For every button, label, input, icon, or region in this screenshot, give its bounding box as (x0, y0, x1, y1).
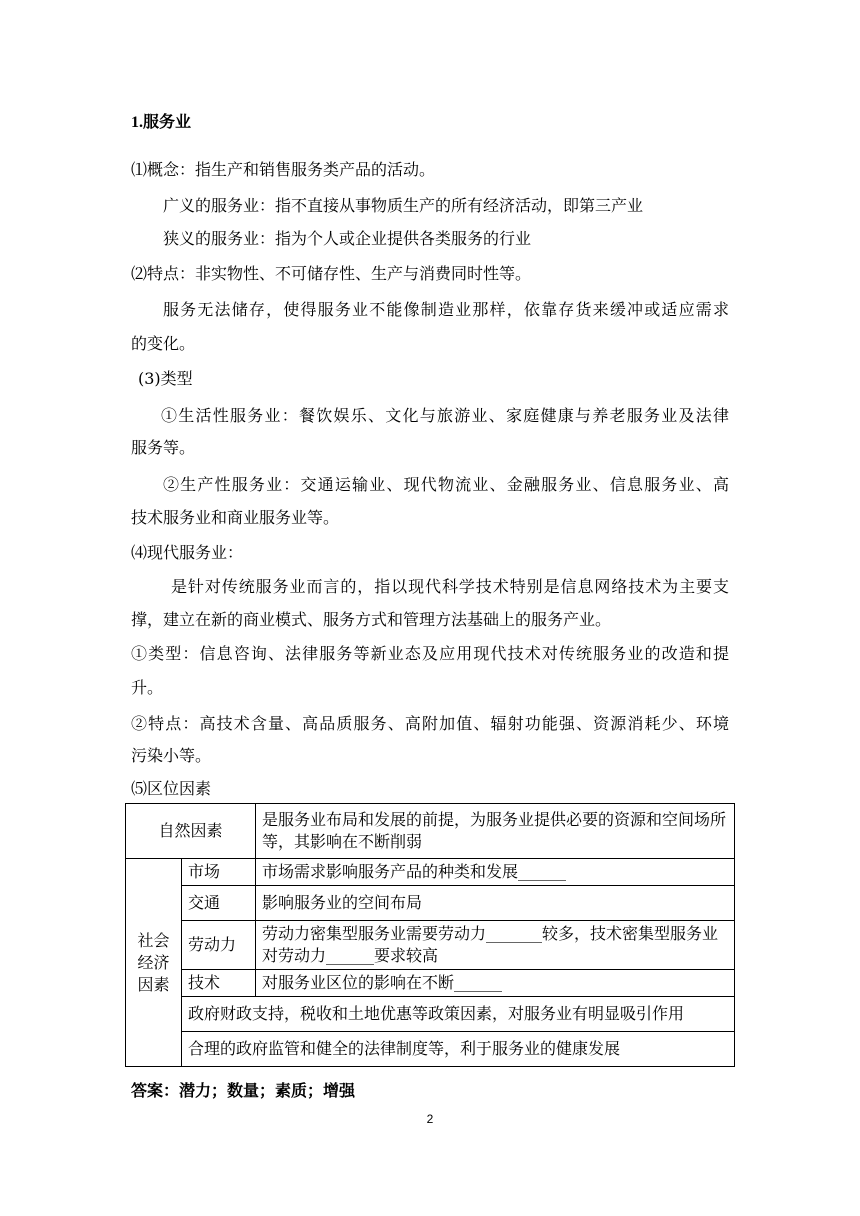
table-row (126, 886, 735, 921)
law-text: 合理的政府监管和健全的法律制度等，利于服务业的健康发展 (182, 1032, 735, 1067)
table-row (126, 921, 735, 970)
table-row (126, 997, 735, 1032)
transport-text: 影响服务业的空间布局 (256, 886, 735, 921)
table-row (126, 804, 735, 859)
modern-type-line1: ①类型：信息咨询、法律服务等新业态及应用现代技术对传统服务业的改造和提 (131, 644, 729, 663)
location-factors-table (125, 803, 735, 1067)
page-number: 2 (426, 1112, 434, 1126)
transport-label: 交通 (182, 886, 256, 921)
modern-service-line: ⑷现代服务业： (131, 543, 244, 562)
labor-text: 劳动力密集型服务业需要劳动力_______较多，技术密集型服务业对劳动力______要求较高 (256, 921, 735, 970)
life-service-line2: 服务等。 (131, 438, 196, 457)
tech-label: 技术 (182, 970, 256, 997)
modern-definition-line1: 是针对传统服务业而言的，指以现代科学技术特别是信息网络技术为主要支 (171, 577, 729, 596)
features-paragraph-line1: 服务无法储存，使得服务业不能像制造业那样，依靠存货来缓冲或适应需求 (163, 300, 729, 319)
broad-definition: 广义的服务业：指不直接从事物质生产的所有经济活动，即第三产业 (163, 196, 644, 215)
policy-text: 政府财政支持，税收和土地优惠等政策因素，对服务业有明显吸引作用 (182, 997, 735, 1032)
natural-factor-text: 是服务业布局和发展的前提，为服务业提供必要的资源和空间场所等，其影响在不断削弱 (256, 804, 735, 859)
table-row (126, 970, 735, 997)
location-factors-line: ⑸区位因素 (131, 779, 212, 798)
modern-feature-line1: ②特点：高技术含量、高品质服务、高附加值、辐射功能强、资源消耗少、环境 (131, 714, 729, 733)
market-label: 市场 (182, 859, 256, 886)
modern-definition-line2: 撑，建立在新的商业模式、服务方式和管理方法基础上的服务产业。 (131, 610, 612, 629)
labor-label: 劳动力 (182, 921, 256, 970)
features-paragraph-line2: 的变化。 (131, 334, 196, 353)
modern-type-line2: 升。 (131, 678, 164, 697)
concept-line: ⑴概念：指生产和销售服务类产品的活动。 (131, 160, 436, 179)
market-text: 市场需求影响服务产品的种类和发展______ (256, 859, 735, 886)
narrow-definition: 狭义的服务业：指为个人或企业提供各类服务的行业 (163, 229, 532, 248)
social-economic-factor-label: 社会经济因素 (126, 859, 182, 1067)
types-line: (3)类型 (138, 369, 193, 388)
answer-line: 答案：潜力；数量；素质；增强 (131, 1081, 356, 1100)
table-row (126, 859, 735, 886)
life-service-line1: ①生活性服务业：餐饮娱乐、文化与旅游业、家庭健康与养老服务业及法律 (161, 406, 729, 425)
tech-text: 对服务业区位的影响在不断______ (256, 970, 735, 997)
production-service-line1: ②生产性服务业：交通运输业、现代物流业、金融服务业、信息服务业、高 (163, 475, 729, 494)
features-line: ⑵特点：非实物性、不可储存性、生产与消费同时性等。 (131, 264, 532, 283)
modern-feature-line2: 污染小等。 (131, 746, 212, 765)
natural-factor-label: 自然因素 (126, 804, 256, 859)
table-row (126, 1032, 735, 1067)
section-heading: 1.服务业 (131, 114, 192, 131)
production-service-line2: 技术服务业和商业服务业等。 (131, 508, 340, 527)
